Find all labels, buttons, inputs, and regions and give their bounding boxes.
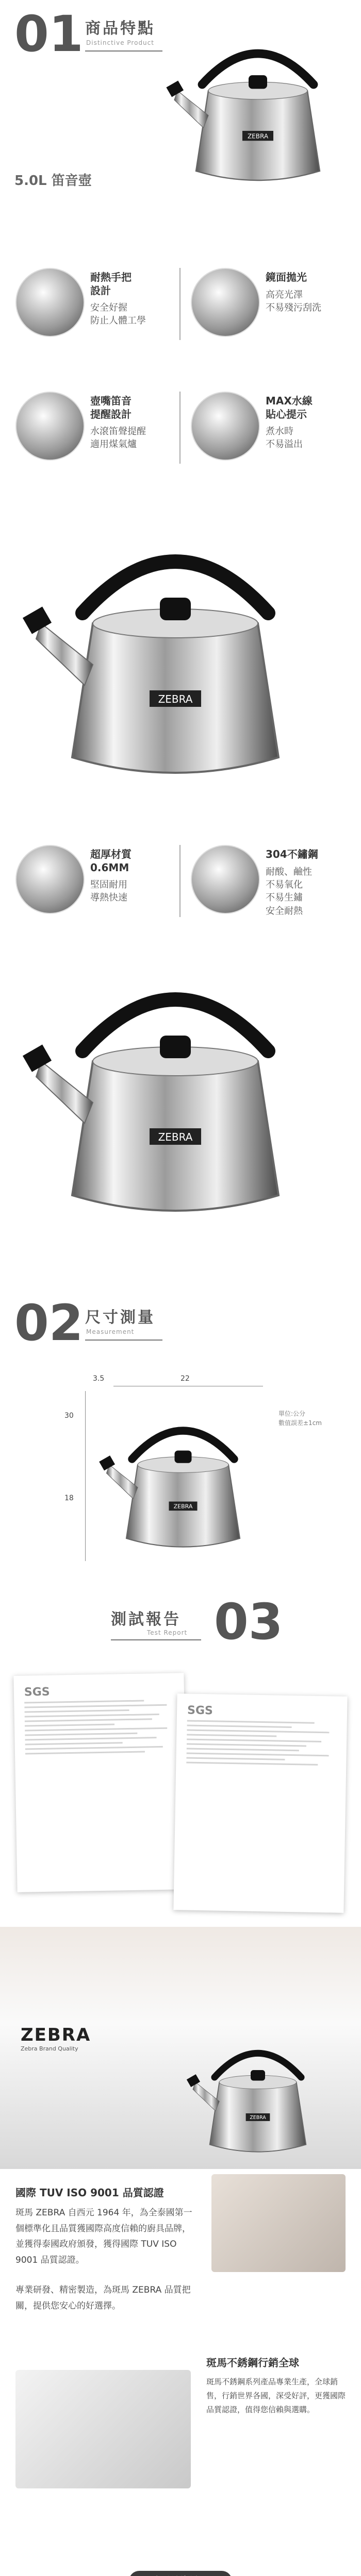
whistle-feature-image xyxy=(15,392,85,461)
section1-underline xyxy=(85,50,162,52)
steel-feature-image xyxy=(191,845,260,914)
test-report-sheet xyxy=(173,1693,347,1913)
section3-subtitle: Test Report xyxy=(147,1629,188,1636)
section3-underline xyxy=(111,1639,201,1640)
section3-title: 測試報告 xyxy=(111,1611,181,1629)
section1-subtitle: Distinctive Product xyxy=(86,39,154,46)
feature-title: 鏡面拋光 xyxy=(266,271,307,283)
max-line-feature-image xyxy=(191,392,260,461)
feature-desc: 高亮光澤 不易殘污刮洗 xyxy=(266,290,321,314)
divider xyxy=(179,268,180,340)
sgs-logo: SGS xyxy=(24,1685,50,1699)
iso-paragraph: 斑馬 ZEBRA 自西元 1964 年，為全泰國第一個標準化且品質獲國際高度信賴的廚具品牌，並獲得泰國政府頒發，獲得國際 TUV ISO 9001 品質認證。 xyxy=(15,2208,192,2265)
section2-number: 02 xyxy=(14,1294,84,1352)
hero-kettle-image xyxy=(165,10,351,196)
height-line xyxy=(85,1391,86,1561)
sgs-logo: SGS xyxy=(187,1704,214,1718)
kettle-large-image xyxy=(21,489,330,799)
section1-number: 01 xyxy=(14,5,84,63)
zebra-brand: ZEBRA xyxy=(21,2025,91,2045)
feature-title: 304不鏽鋼 xyxy=(266,848,318,860)
brand-block-title: 斑馬不銹鋼行銷全球 xyxy=(206,2357,299,2369)
iso-heading: 國際 TUV ISO 9001 品質認證 xyxy=(15,2187,164,2199)
brand-block-paragraph: 斑馬不銹鋼系列產品專業生產，全球銷售，行銷世界各國，深受好評，更獲國際品質認證，值得您信賴與選購。 xyxy=(206,2377,346,2414)
kettle-side-image xyxy=(21,927,330,1236)
iso-paragraph-2: 專業研發、精密製造，為斑馬 ZEBRA 品質把關，提供您安心的好選擇。 xyxy=(15,2285,191,2311)
section1-title: 商品特點 xyxy=(85,20,155,38)
feature-desc: 煮水時 不易溢出 xyxy=(266,426,303,450)
product-name: 5.0L 笛音壺 xyxy=(14,173,92,189)
top-value: 3.5 xyxy=(93,1375,105,1383)
feature-desc: 堅固耐用 導熱快速 xyxy=(90,879,127,904)
zebra-logo xyxy=(21,2025,91,2052)
dimension-kettle-image xyxy=(98,1391,268,1561)
handle-feature-image xyxy=(15,268,85,337)
unit-note: 單位:公分 數值誤差±1cm xyxy=(278,1410,322,1427)
feature-desc: 耐酸、鹼性 不易氧化 不易生鏽 安全耐熱 xyxy=(266,867,312,917)
section3-number: 03 xyxy=(214,1593,283,1651)
cookware-photo xyxy=(211,2174,346,2272)
feature-title: 壺嘴笛音 提醒設計 xyxy=(90,395,132,420)
width-value: 22 xyxy=(180,1375,190,1383)
feature-title: MAX水線 貼心提示 xyxy=(266,395,313,420)
feature-title: 超厚材質 0.6MM xyxy=(90,848,132,874)
feature-desc: 安全好握 防止人體工學 xyxy=(90,302,146,327)
zebra-tagline: Zebra Brand Quality xyxy=(21,2045,78,2052)
test-report-sheet xyxy=(13,1673,187,1892)
section2-subtitle: Measurement xyxy=(86,1328,135,1335)
divider xyxy=(179,392,180,464)
cookware-set-photo xyxy=(15,2370,191,2488)
section2-underline xyxy=(85,1340,162,1341)
kitchen-pot-image xyxy=(186,2020,330,2164)
thickness-feature-image xyxy=(15,845,85,914)
divider xyxy=(179,845,180,917)
total-height-value: 30 xyxy=(64,1412,74,1420)
body-height-value: 18 xyxy=(64,1494,74,1502)
cleaning-title xyxy=(129,2571,232,2576)
feature-desc: 水滾笛聲提醒 適用煤氣爐 xyxy=(90,426,146,450)
polish-feature-image xyxy=(191,268,260,337)
section2-title: 尺寸測量 xyxy=(85,1309,155,1327)
feature-title: 耐熱手把 設計 xyxy=(90,271,132,297)
